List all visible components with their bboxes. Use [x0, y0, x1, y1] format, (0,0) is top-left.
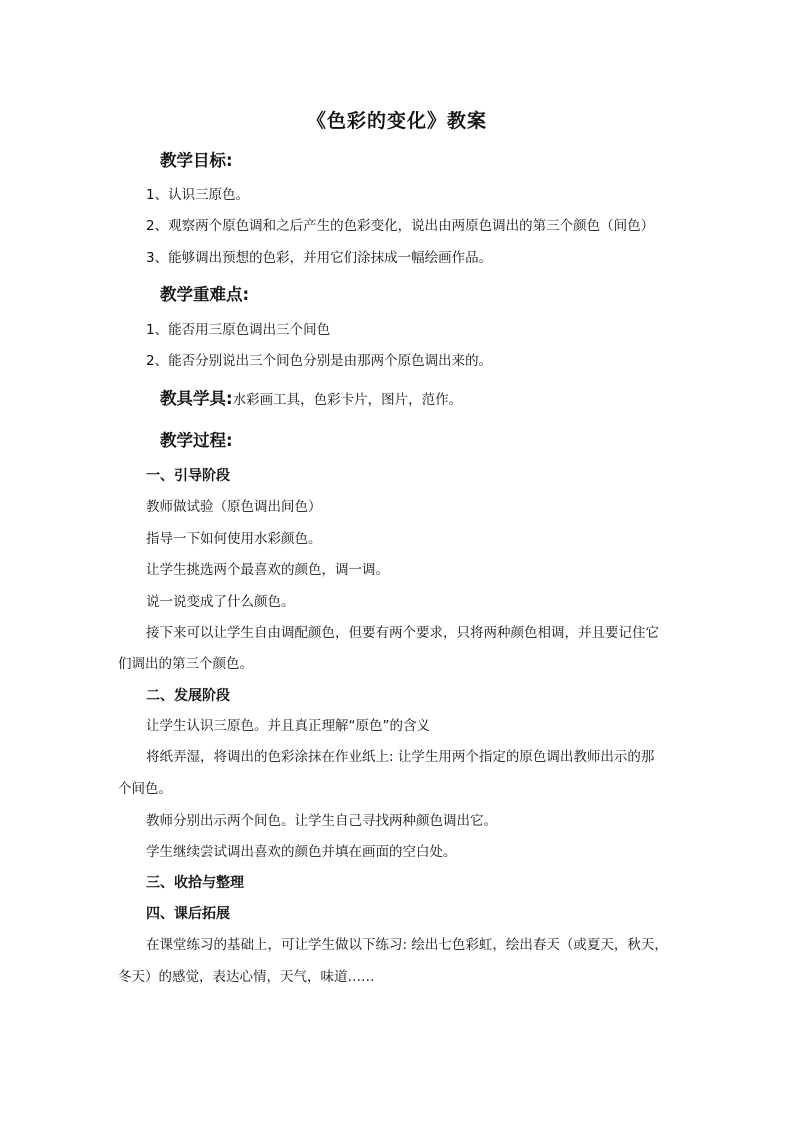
- stage3-title: 三、收拾与整理: [146, 875, 244, 891]
- stage4-paragraph-line-2: 冬天）的感觉，表达心情，天气，味道……: [118, 969, 375, 985]
- stage1-paragraph-line-1: 接下来可以让学生自由调配颜色，但要有两个要求，只将两种颜色相调，并且要记住它: [146, 625, 659, 641]
- stage2-line-1: 让学生认识三原色。并且真正理解“原色”的含义: [146, 718, 430, 734]
- tools-label: 教具学具:: [160, 389, 233, 408]
- stage1-line-3: 让学生挑选两个最喜欢的颜色，调一调。: [146, 562, 389, 578]
- tools-text: 水彩画工具，色彩卡片，图片，范作。: [232, 392, 463, 408]
- stage1-title: 一、引导阶段: [146, 468, 230, 484]
- stage4-title: 四、课后拓展: [146, 906, 230, 922]
- objective-item-3: 3、能够调出预想的色彩，并用它们涂抹成一幅绘画作品。: [146, 250, 493, 266]
- stage4-paragraph-line-1: 在课堂练习的基础上，可让学生做以下练习: 绘出七色彩虹，绘出春天（或夏天，秋天，: [146, 937, 668, 953]
- tools-line: [160, 388, 462, 411]
- key-point-item-2: 2、能否分别说出三个间色分别是由那两个原色调出来的。: [146, 353, 493, 369]
- stage2-paragraph-line-2: 个间色。: [118, 781, 172, 797]
- objective-item-1: 1、认识三原色。: [146, 187, 250, 203]
- stage1-line-4: 说一说变成了什么颜色。: [146, 594, 295, 610]
- stage2-title: 二、发展阶段: [146, 688, 230, 704]
- objectives-heading: 教学目标:: [160, 151, 233, 170]
- stage1-paragraph-line-2: 们调出的第三个颜色。: [118, 656, 253, 672]
- key-point-item-1: 1、能否用三原色调出三个间色: [146, 322, 331, 338]
- stage1-line-2: 指导一下如何使用水彩颜色。: [146, 531, 322, 547]
- objective-item-2: 2、观察两个原色调和之后产生的色彩变化，说出由两原色调出的第三个颜色（间色）: [146, 218, 655, 234]
- stage2-paragraph-line-1: 将纸弄湿，将调出的色彩涂抹在作业纸上: 让学生用两个指定的原色调出教师出示的那: [146, 749, 655, 765]
- stage2-line-3: 教师分别出示两个间色。让学生自己寻找两种颜色调出它。: [146, 813, 497, 829]
- stage2-line-4: 学生继续尝试调出喜欢的颜色并填在画面的空白处。: [146, 844, 457, 860]
- process-heading: 教学过程:: [160, 431, 233, 450]
- document-title: 《色彩的变化》教案: [306, 110, 487, 132]
- stage1-line-1: 教师做试验（原色调出间色）: [146, 499, 322, 515]
- key-points-heading: 教学重难点:: [160, 285, 250, 304]
